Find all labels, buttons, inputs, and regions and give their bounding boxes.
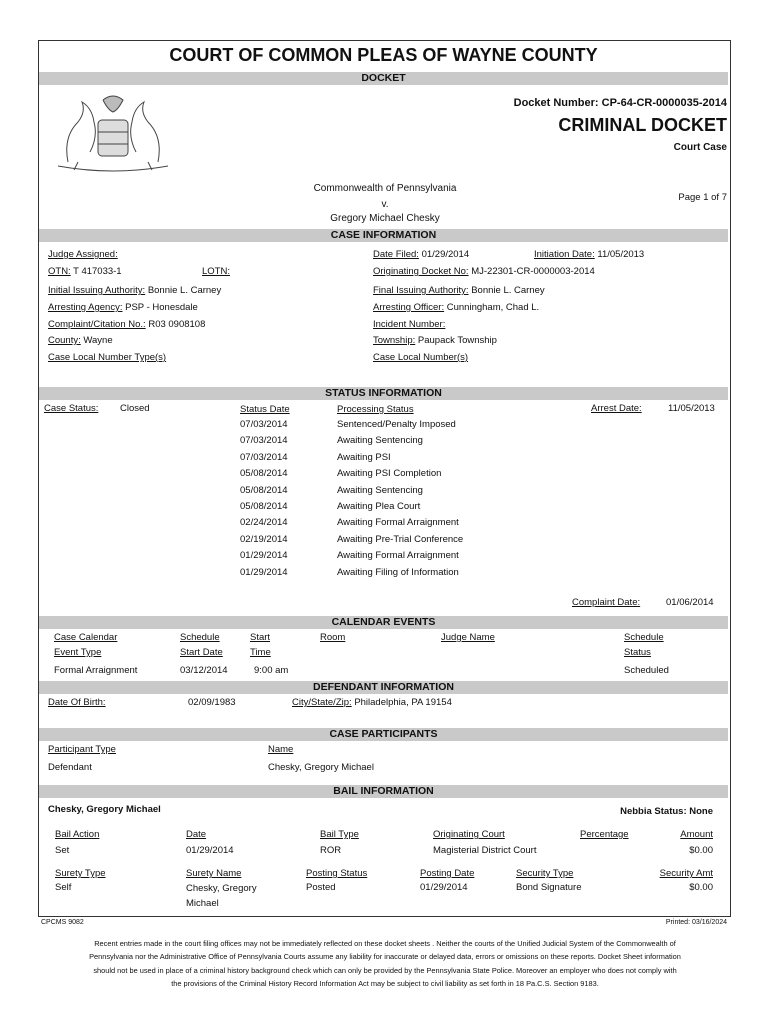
bail-date: 01/29/2014 <box>186 845 234 856</box>
docket-type: CRIMINAL DOCKET <box>558 115 727 135</box>
court-name: COURT OF COMMON PLEAS OF WAYNE COUNTY <box>169 45 598 65</box>
processing-status: Awaiting Pre-Trial Conference <box>337 533 464 545</box>
defendant-information-header: DEFENDANT INFORMATION <box>39 681 728 694</box>
dob-label: Date Of Birth: <box>48 697 106 708</box>
processing-status: Awaiting Filing of Information <box>337 566 459 578</box>
arrest-date-value: 11/05/2013 <box>668 403 715 414</box>
bail-type-header: Bail Type <box>320 829 359 840</box>
arresting-officer-value: Cunningham, Chad L. <box>446 302 540 313</box>
originating-docket-row <box>373 266 595 277</box>
complaint-date-value: 01/06/2014 <box>666 597 714 608</box>
arrest-date-label: Arrest Date: <box>591 403 642 414</box>
security-type-header: Security Type <box>516 868 574 879</box>
surety-name-line2: Michael <box>186 898 219 909</box>
complaint-number-row <box>48 319 205 330</box>
amount-header: Amount <box>680 829 713 840</box>
status-date: 07/03/2014 <box>240 419 288 430</box>
start-time-header-1: Start <box>250 632 271 643</box>
participant-type: Defendant <box>48 762 92 773</box>
calendar-events-header: CALENDAR EVENTS <box>39 616 728 629</box>
bail-amount: $0.00 <box>689 845 713 856</box>
judge-label: Judge Assigned: <box>48 249 118 260</box>
city-state-zip-label: City/State/Zip: <box>292 697 352 708</box>
bail-type: ROR <box>320 845 342 856</box>
originating-docket-label: Originating Docket No: <box>373 266 469 277</box>
final-authority-value: Bonnie L. Carney <box>471 285 545 296</box>
status-date: 05/08/2014 <box>240 501 288 512</box>
surety-type-header: Surety Type <box>55 868 106 879</box>
event-status: Scheduled <box>624 665 669 676</box>
final-authority-row <box>373 285 545 296</box>
date-filed-value: 01/29/2014 <box>421 249 470 260</box>
security-type: Bond Signature <box>516 882 582 893</box>
arresting-agency-row <box>48 302 198 313</box>
date-filed-label: Date Filed: <box>373 249 419 260</box>
local-number-type-label: Case Local Number Type(s) <box>48 352 167 363</box>
county-value: Wayne <box>83 335 113 346</box>
caption-line1: Commonwealth of Pennsylvania <box>313 183 457 194</box>
judge-name-header: Judge Name <box>441 632 495 643</box>
surety-type: Self <box>55 882 72 893</box>
status-information-header: STATUS INFORMATION <box>39 387 728 400</box>
event-type: Formal Arraignment <box>54 665 138 676</box>
originating-court-header: Originating Court <box>433 829 505 840</box>
status-date: 02/24/2014 <box>240 517 288 529</box>
initial-authority-value: Bonnie L. Carney <box>147 285 222 296</box>
case-status-label: Case Status: <box>44 403 99 414</box>
initial-authority-label: Initial Issuing Authority: <box>48 285 146 296</box>
surety-name-line1: Chesky, Gregory <box>186 883 257 894</box>
originating-docket-value: MJ-22301-CR-0000003-2014 <box>471 266 595 277</box>
page-number: Page 1 of 7 <box>678 192 727 203</box>
schedule-status-header-1: Schedule <box>624 632 664 643</box>
case-status-value: Closed <box>120 403 150 414</box>
processing-status: Awaiting Formal Arraignment <box>337 517 459 529</box>
arresting-officer-row <box>373 302 539 313</box>
dob-value: 02/09/1983 <box>188 697 236 708</box>
posting-status: Posted <box>306 882 336 893</box>
status-date: 07/03/2014 <box>240 451 288 463</box>
status-date: 07/03/2014 <box>240 435 288 447</box>
processing-status-header: Processing Status <box>337 404 414 415</box>
originating-court: Magisterial District Court <box>433 845 537 856</box>
status-date: 05/08/2014 <box>240 468 288 480</box>
processing-status: Sentenced/Penalty Imposed <box>337 419 456 430</box>
posting-status-header: Posting Status <box>306 868 368 879</box>
county-row <box>48 335 113 346</box>
court-case-label: Court Case <box>673 142 727 153</box>
disclaimer: Recent entries made in the court filing offices may not be immediately reflected on these docket sheets . Neither the courts of the Unified Judicial System of the Commonwealth of Pennsylvania nor the Administrative Office of Pennsylvania Courts assume any liability for inaccurate or delayed data, errors or omissions on these reports. Docket Sheet information should not be used in place of a criminal history background check which can only be provided by the Pennsylvania State Police. Moreover an employer who does not comply with the provisions of the Criminal History Record Information Act may be subject to civil liability as set forth in 18 Pa.C.S. Section 9183. <box>89 939 681 989</box>
posting-date: 01/29/2014 <box>420 882 468 893</box>
complaint-number-label: Complaint/Citation No.: <box>48 319 146 330</box>
otn-row <box>48 266 122 277</box>
city-state-zip-row <box>292 697 452 708</box>
processing-status: Awaiting Plea Court <box>337 501 421 512</box>
coat-of-arms-seal <box>48 92 178 174</box>
participant-name-header: Name <box>268 744 294 755</box>
docket-label: DOCKET <box>39 72 728 85</box>
caption-line2: v. <box>381 199 389 210</box>
township-label: Township: <box>373 335 416 346</box>
security-amount: $0.00 <box>689 882 713 893</box>
posting-date-header: Posting Date <box>420 868 475 879</box>
event-type-header-1: Case Calendar <box>54 632 118 643</box>
initiation-date-value: 11/05/2013 <box>597 249 645 260</box>
processing-status: Awaiting Sentencing <box>337 435 423 447</box>
case-information-header: CASE INFORMATION <box>39 229 728 242</box>
complaint-date-label: Complaint Date: <box>572 597 641 608</box>
schedule-date-header-2: Start Date <box>180 647 223 658</box>
start-time-header-2: Time <box>250 647 271 658</box>
caption-line3: Gregory Michael Chesky <box>330 213 440 224</box>
status-date-header: Status Date <box>240 404 290 415</box>
percentage-header: Percentage <box>580 829 629 840</box>
incident-number-label: Incident Number: <box>373 319 446 330</box>
nebbia-status: Nebbia Status: None <box>620 806 713 817</box>
status-date: 02/19/2014 <box>240 533 288 545</box>
city-state-zip-value: Philadelphia, PA 19154 <box>354 697 452 708</box>
event-type-header-2: Event Type <box>54 647 102 658</box>
room-header: Room <box>320 632 346 643</box>
otn-value: T 417033-1 <box>73 266 122 277</box>
processing-status: Awaiting Formal Arraignment <box>337 550 459 562</box>
county-label: County: <box>48 335 81 346</box>
local-numbers-label: Case Local Number(s) <box>373 352 469 363</box>
status-date: 05/08/2014 <box>240 484 288 496</box>
initiation-date-label: Initiation Date: <box>534 249 595 260</box>
processing-status: Awaiting PSI Completion <box>337 468 442 480</box>
initial-authority-row <box>48 285 221 296</box>
case-participants-header: CASE PARTICIPANTS <box>39 728 728 741</box>
bail-date-header: Date <box>186 829 207 840</box>
printed-date: Printed: 03/16/2024 <box>665 919 727 926</box>
status-date: 01/29/2014 <box>240 550 288 562</box>
initiation-date-row <box>534 249 644 260</box>
date-filed-row <box>373 249 469 260</box>
form-id: CPCMS 9082 <box>41 919 84 926</box>
arresting-officer-label: Arresting Officer: <box>373 302 445 313</box>
final-authority-label: Final Issuing Authority: <box>373 285 469 296</box>
processing-status: Awaiting PSI <box>337 451 391 463</box>
bail-defendant-name: Chesky, Gregory Michael <box>48 804 161 815</box>
event-date: 03/12/2014 <box>180 665 228 676</box>
township-row <box>373 335 497 346</box>
bail-action: Set <box>55 845 70 856</box>
surety-name-header: Surety Name <box>186 868 242 879</box>
lotn-label: LOTN: <box>202 266 230 277</box>
schedule-status-header-2: Status <box>624 647 651 658</box>
processing-status: Awaiting Sentencing <box>337 484 423 496</box>
township-value: Paupack Township <box>417 335 497 346</box>
security-amount-header: Security Amt <box>659 868 713 879</box>
status-date: 01/29/2014 <box>240 566 288 578</box>
participant-name: Chesky, Gregory Michael <box>268 762 374 773</box>
participant-type-header: Participant Type <box>48 744 116 755</box>
docket-number: Docket Number: CP-64-CR-0000035-2014 <box>513 97 727 109</box>
bail-action-header: Bail Action <box>55 829 100 840</box>
event-time: 9:00 am <box>254 665 289 676</box>
schedule-date-header-1: Schedule <box>180 632 220 643</box>
otn-label: OTN: <box>48 266 71 277</box>
complaint-number-value: R03 0908108 <box>148 319 206 330</box>
bail-information-header: BAIL INFORMATION <box>39 785 728 798</box>
arresting-agency-value: PSP - Honesdale <box>125 302 198 313</box>
arresting-agency-label: Arresting Agency: <box>48 302 123 313</box>
